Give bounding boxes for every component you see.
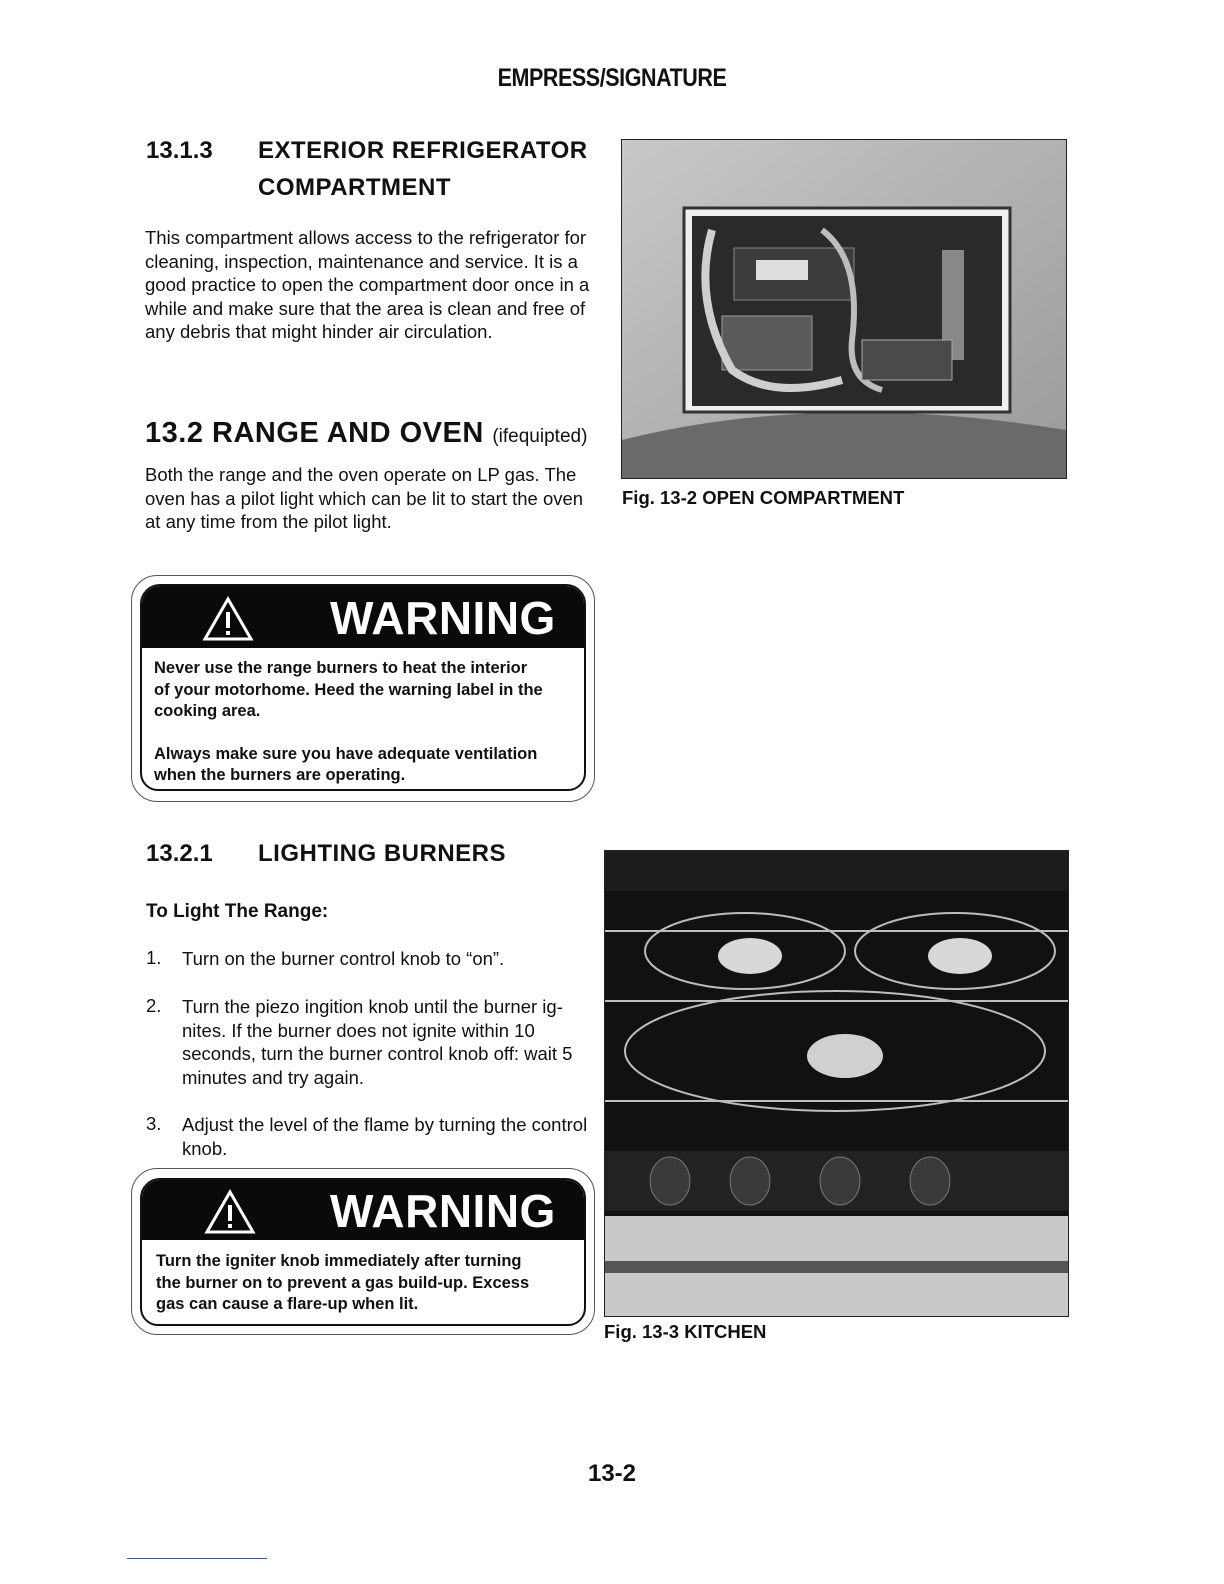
list-item (146, 1113, 596, 1163)
kitchen-range-photo (604, 850, 1069, 1317)
warning-triangle-icon (204, 1189, 256, 1235)
list-item (146, 995, 596, 1113)
step-line: Adjust the level of the flame by turning the control (182, 1114, 588, 1135)
warning-line: cooking area. (154, 702, 261, 720)
step-line: minutes and try again. (182, 1066, 365, 1088)
warning-label: WARNING (330, 1185, 556, 1237)
lighting-steps-list (146, 947, 596, 1163)
section-title-132-main: 13.2 RANGE AND OVEN (145, 417, 484, 449)
warning-box-inner (140, 584, 586, 791)
warning-line: Never use the range burners to heat the interior (154, 659, 528, 677)
step-line: nites. If the burner does not ignite within 10 (182, 1019, 535, 1041)
page-number: 13-2 (587, 1460, 637, 1487)
subheading-to-light-range: To Light The Range: (146, 901, 329, 922)
warning-label: WARNING (330, 592, 556, 644)
page-header: EMPRESS/SIGNATURE (497, 64, 727, 92)
body-line: while and make sure that the area is clean and free of (145, 297, 586, 319)
step-text (182, 947, 593, 971)
section-title-1313-line1: EXTERIOR REFRIGERATOR (258, 137, 588, 164)
warning-header-bar (142, 1180, 584, 1240)
kitchen-range-illustration (605, 851, 1068, 1316)
body-line: This compartment allows access to the refrigerator for (145, 227, 587, 248)
warning-line: of your motorhome. Heed the warning label in the (154, 680, 543, 699)
body-line: Both the range and the oven operate on LP gas. The (145, 464, 577, 485)
step-text (182, 1113, 597, 1160)
step-line: knob. (182, 1137, 228, 1159)
warning-box-igniter (131, 1168, 595, 1335)
warning-box-inner (140, 1178, 586, 1326)
step-line: seconds, turn the burner control knob off: wait 5 (182, 1043, 573, 1064)
warning-line: Always make sure you have adequate ventilation (154, 744, 538, 763)
figure-caption-13-2: Fig. 13-2 OPEN COMPARTMENT (622, 487, 905, 508)
open-compartment-illustration (622, 140, 1066, 478)
figure-caption-13-3: Fig. 13-3 KITCHEN (604, 1321, 767, 1342)
step-number: 2. (146, 995, 162, 1016)
warning-text (156, 1251, 581, 1316)
body-line: good practice to open the compartment door once in a (145, 274, 590, 295)
section-number-1313: 13.1.3 (146, 137, 213, 164)
warning-line: Turn the igniter knob immediately after turning (156, 1252, 522, 1270)
footer-rule (127, 1558, 267, 1559)
section-132-body (145, 463, 595, 534)
warning-line: gas can cause a flare-up when lit. (156, 1295, 419, 1313)
warning-line (154, 723, 579, 744)
body-line: cleaning, inspection, maintenance and service. It is a (145, 250, 578, 272)
section-title-1313-line2: COMPARTMENT (258, 174, 452, 201)
body-line: any debris that might hinder air circulation. (145, 321, 493, 342)
section-1313-body (145, 226, 595, 344)
step-line: Turn the piezo ingition knob until the burner ig- (182, 996, 563, 1017)
section-title-132-suffix: (ifequipted) (492, 426, 588, 447)
warning-line: when the burners are operating. (154, 766, 406, 784)
body-line: at any time from the pilot light. (145, 511, 392, 532)
section-title-132 (145, 417, 587, 450)
step-line: Turn on the burner control knob to “on”. (182, 948, 505, 969)
section-title-1321: LIGHTING BURNERS (258, 840, 506, 867)
body-line: oven has a pilot light which can be lit to start the oven (145, 487, 584, 509)
step-text (182, 995, 593, 1089)
section-number-1321: 13.2.1 (146, 840, 213, 867)
step-number: 3. (146, 1113, 162, 1134)
warning-line: the burner on to prevent a gas build-up. Excess (156, 1273, 530, 1292)
warning-header-bar (142, 586, 584, 648)
step-number: 1. (146, 947, 162, 968)
list-item (146, 947, 596, 995)
open-compartment-photo (621, 139, 1067, 479)
warning-triangle-icon (202, 596, 254, 642)
warning-box-ventilation (131, 575, 595, 802)
warning-text (154, 658, 579, 787)
